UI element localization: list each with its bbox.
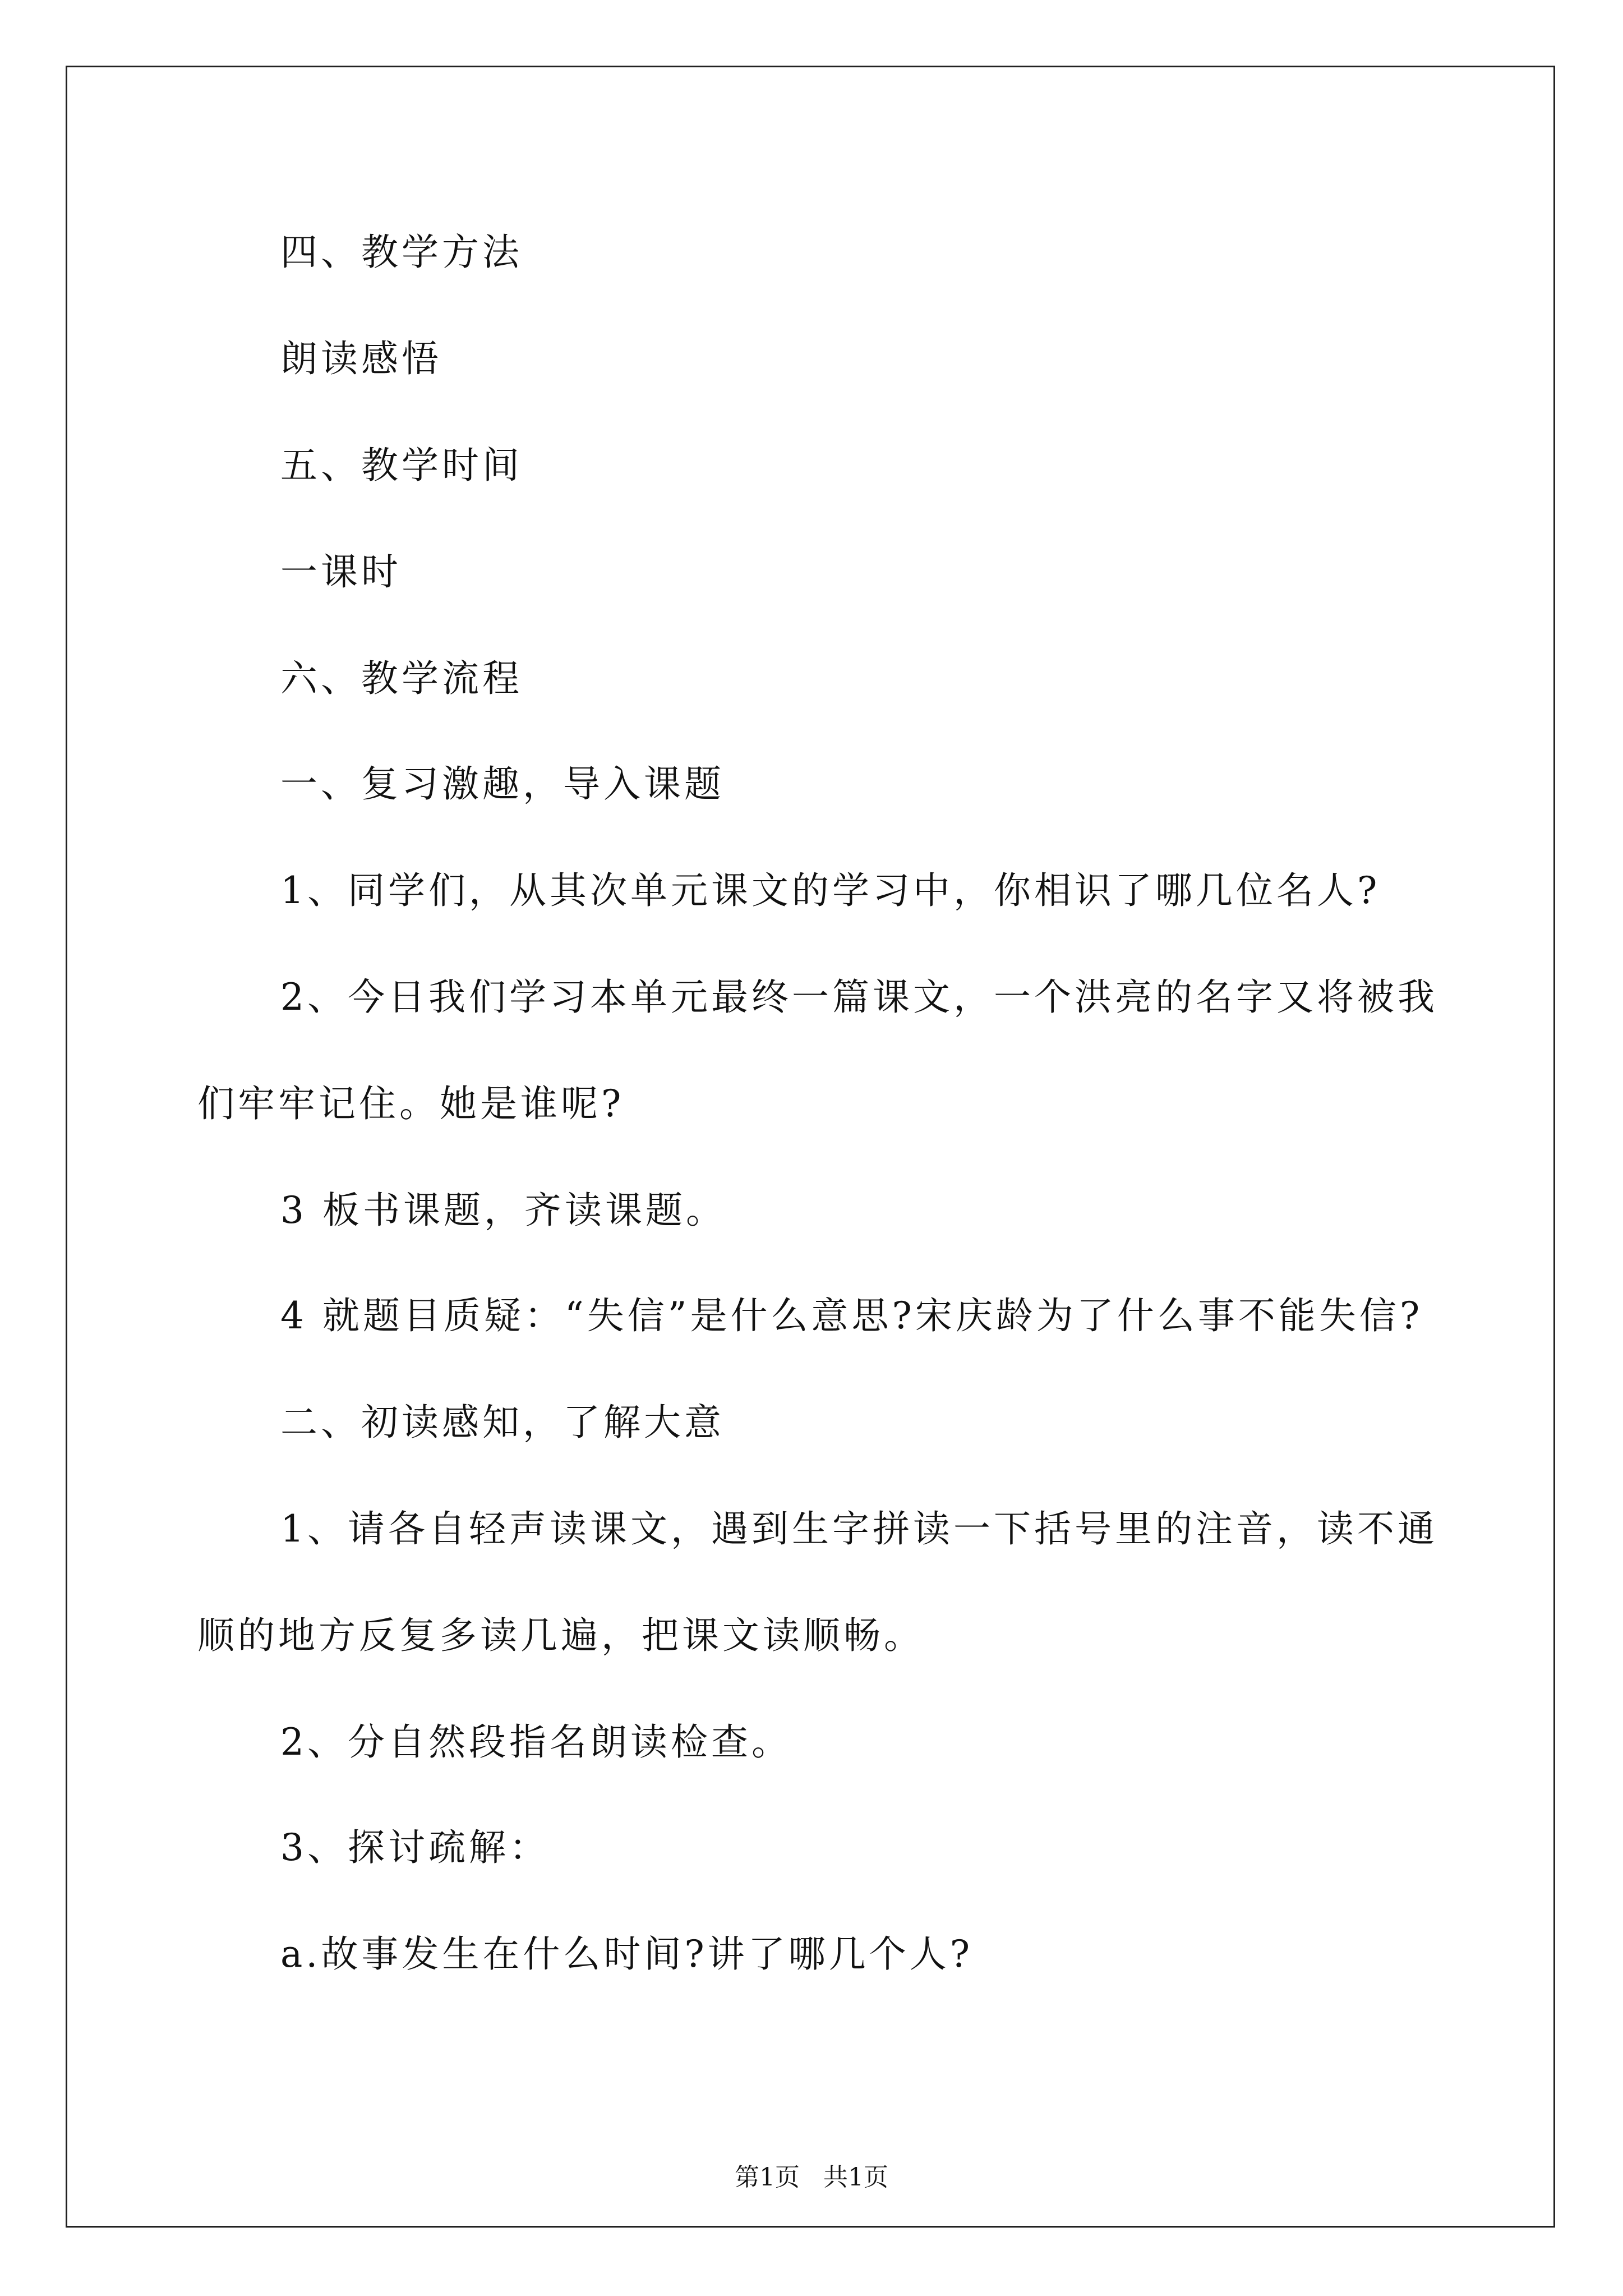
paragraph-reading-1-line-1: 1、请各自轻声读课文，遇到生字拼读一下括号里的注音，读不通 [280,1507,1438,1550]
paragraph-step-2-line-2: 们牢牢记住。她是谁呢? [197,1082,625,1125]
paragraph-reading-3: 3、探讨疏解： [280,1826,550,1869]
paragraph-reading-3a: a.故事发生在什么时间?讲了哪几个人? [280,1932,974,1976]
heading-teaching-method: 四、教学方法 [280,231,523,274]
paragraph-reading-1-line-2: 顺的地方反复多读几遍，把课文读顺畅。 [197,1614,924,1657]
paragraph-step-1: 1、同学们，从其次单元课文的学习中，你相识了哪几位名人? [280,869,1381,912]
heading-initial-reading: 二、初读感知，了解大意 [280,1401,725,1444]
paragraph-reading-2: 2、分自然段指名朗读检查。 [280,1720,792,1764]
heading-teaching-process: 六、教学流程 [280,657,523,700]
heading-teaching-time: 五、教学时间 [280,444,523,487]
paragraph-time-content: 一课时 [280,550,402,593]
heading-review-intro: 一、复习激趣，导入课题 [280,762,725,806]
paragraph-step-2-line-1: 2、今日我们学习本单元最终一篇课文，一个洪亮的名字又将被我 [280,976,1438,1019]
page-border [66,66,1555,2228]
paragraph-step-3: 3 板书课题，齐读课题。 [280,1189,726,1232]
paragraph-step-4: 4 就题目质疑：“失信”是什么意思?宋庆龄为了什么事不能失信? [280,1294,1423,1337]
paragraph-method-content: 朗读感悟 [280,337,442,380]
page-footer: 第1页 共1页 [735,2163,888,2192]
